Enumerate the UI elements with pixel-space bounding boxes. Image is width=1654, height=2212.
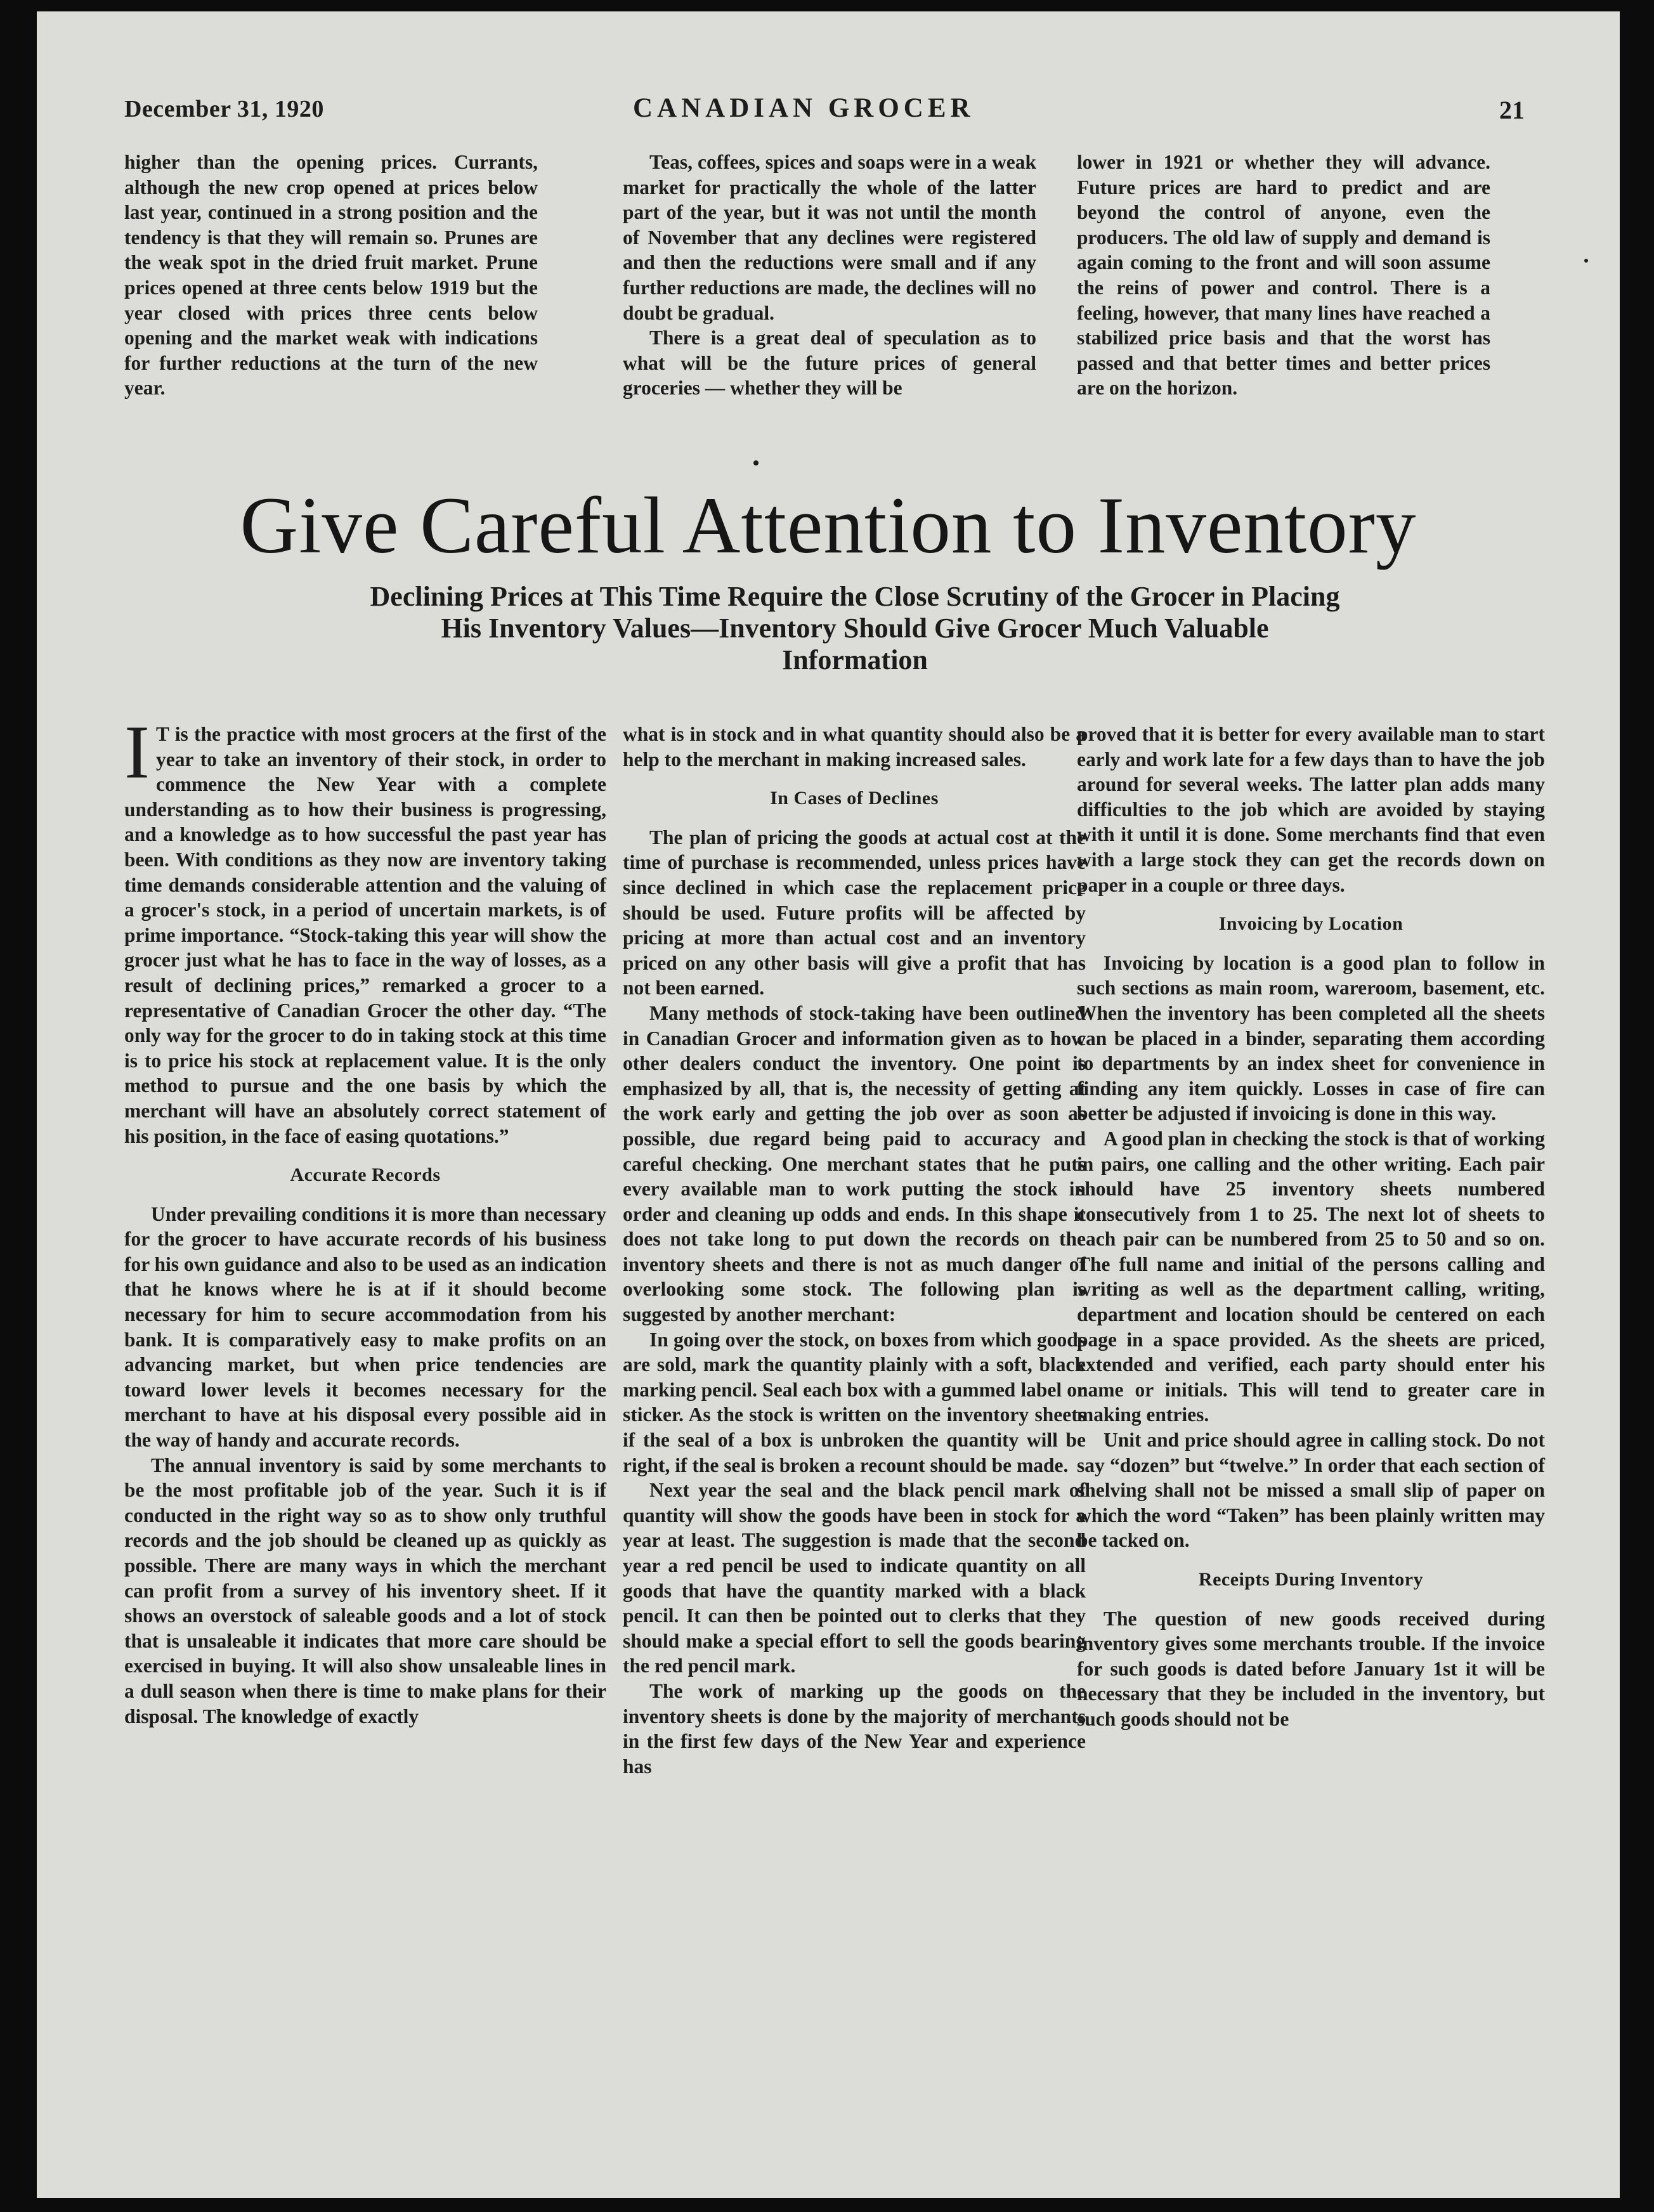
- top-column-1: [124, 150, 538, 401]
- col2-paragraph-6: The work of marking up the goods on the inventory sheets is done by the majority of merchants in the first few days of the New Year and experience has: [623, 1679, 1086, 1778]
- article-column-2: [623, 722, 1086, 1779]
- col3-paragraph-5: The question of new goods received during inventory gives some merchants trouble. If the invoice for such goods is dated before January 1st it will be necessary that they be included in the inventory, but such goods should not be: [1077, 1607, 1545, 1730]
- top-col1-paragraph: higher than the opening prices. Currants, although the new crop opened at prices below last year, continued in a strong position and the tendency is that they will remain so. Prunes are the weak spot in the dried fruit market. Prune prices opened at three cents below 1919 but the year closed with prices three cents below opening and the market weak with indications for further reductions at the turn of the new year.: [124, 151, 538, 400]
- heading-receipts-during-inventory: Receipts During Inventory: [1198, 1569, 1424, 1590]
- article-subheadline: Declining Prices at This Time Require the Close Scrutiny of the Grocer in Placing His Inventory Values—Inventory Should Give Grocer Much Valuable Information: [370, 581, 1340, 675]
- header-date: December 31, 1920: [124, 96, 324, 122]
- col1-paragraph-3: The annual inventory is said by some merchants to be the most profitable job of the year. Such it is if conducted in the right way so as to show only truthful records and the job should be cleaned up as quickly as possible. There are many ways in which the merchant can profit from a survey of his inventory sheet. If it shows an overstock of saleable goods and a lot of stock that is unsaleable it indicates that more care should be exercised in buying. It will also show unsaleable lines in a dull season when there is time to make plans for their disposal. The knowledge of exactly: [124, 1454, 606, 1727]
- col2-paragraph-5: Next year the seal and the black pencil mark of quantity will show the goods have been in stock for a year at least. The suggestion is made that the second year a red pencil be used to indicate quantity on all goods that have the quantity marked with a black pencil. It can then be pointed out to clerks that they should make a special effort to sell the goods bearing the red pencil mark.: [623, 1479, 1086, 1677]
- article-column-1: [124, 710, 606, 1729]
- article-headline: Give Careful Attention to Inventory: [240, 481, 1417, 570]
- header-publication: CANADIAN GROCER: [633, 93, 975, 123]
- col2-paragraph-4: In going over the stock, on boxes from which goods are sold, mark the quantity plainly with a soft, black marking pencil. Seal each box with a gummed label or sticker. As the stock is written on the inventory sheets if the seal of a box is unbroken the quantity will be right, if the seal is broken a recount should be made.: [623, 1328, 1086, 1476]
- heading-in-cases-of-declines: In Cases of Declines: [770, 788, 939, 809]
- col1-paragraph-2: Under prevailing conditions it is more than necessary for the grocer to have accurate records of his business for his own guidance and also to be used as an indication that he knows where he is at if it should become necessary for him to secure accommodation from his bank. It is comparatively easy to make profits on an advancing market, but when price tendencies are toward lower levels it becomes necessary for the merchant to have at his disposal every possible aid in the way of handy and accurate records.: [124, 1202, 606, 1452]
- ink-speck: [753, 460, 759, 465]
- col2-paragraph-1: what is in stock and in what quantity should also be a help to the merchant in making increased sales.: [623, 723, 1086, 771]
- col3-paragraph-1: proved that it is better for every available man to start early and work late for a few days than to have the job around for several weeks. The latter plan adds many difficulties to the job which are avoided by staying with it until it is done. Some merchants find that even with a large stock they can get the records down on paper in a couple or three days.: [1077, 723, 1545, 896]
- top-col2-paragraph-2: There is a great deal of speculation as to what will be the future prices of general groceries — whether they will be: [623, 327, 1036, 400]
- article-column-3: [1077, 722, 1545, 1732]
- newspaper-page: [37, 11, 1620, 2198]
- col1-paragraph-1-text: T is the practice with most grocers at the first of the year to take an inventory of their stock, in order to commence the New Year with a complete understanding as to how their business is progressing, and a knowledge as to how successful the past year has been. With conditions as they now are inventory taking time demands considerable attention and the valuing of a grocer's stock, in a period of uncertain markets, is of prime importance. “Stock-taking this year will show the grocer just what he has to face in the way of losses, as a result of declining prices,” remarked a grocer to a representative of Canadian Grocer the other day. “The only way for the grocer to do in taking stock at this time is to price his stock at replacement value. It is the only method to pursue and the one basis by which the merchant will have an absolutely correct statement of his position, in the face of easing quotations.”: [124, 723, 606, 1147]
- drop-cap: I: [124, 710, 150, 794]
- top-column-2: [623, 150, 1036, 401]
- col3-paragraph-4: Unit and price should agree in calling stock. Do not say “dozen” but “twelve.” In order that each section of shelving shall not be missed a small slip of paper on which the word “Taken” has been plainly written may be tacked on.: [1077, 1429, 1545, 1552]
- heading-accurate-records: Accurate Records: [290, 1164, 441, 1186]
- header-page-number: 21: [1499, 96, 1525, 124]
- top-col3-paragraph: lower in 1921 or whether they will advance. Future prices are hard to predict and are beyond the control of anyone, even the producers. The old law of supply and demand is again coming to the front and will soon assume the reins of power and control. There is a feeling, however, that many lines have reached a stabilized price basis and that the worst has passed and that better times and better prices are on the horizon.: [1077, 151, 1490, 400]
- top-col2-paragraph-1: Teas, coffees, spices and soaps were in a weak market for practically the whole of the latter part of the year, but it was not until the month of November that any declines were registered and then the reductions were small and if any further reductions are made, the declines will no doubt be gradual.: [623, 151, 1036, 324]
- col3-paragraph-2: Invoicing by location is a good plan to follow in such sections as main room, wareroom, basement, etc. When the inventory has been completed all the sheets can be placed in a binder, separating them according to departments by an index sheet for convenience in finding any item quickly. Losses in case of fire can better be adjusted if invoicing is done in this way.: [1077, 951, 1545, 1125]
- top-column-3: [1077, 150, 1490, 401]
- col3-paragraph-3: A good plan in checking the stock is that of working in pairs, one calling and the other writing. Each pair should have 25 inventory sheets numbered consecutively from 1 to 25. The next lot of sheets to each pair can be numbered from 25 to 50 and so on. The full name and initial of the persons calling and writing as well as the department calling, writing, department and location should be centered on each page in a space provided. As the sheets are priced, extended and verified, each party should enter his name or initials. This will tend to greater care in making entries.: [1077, 1127, 1545, 1426]
- col2-paragraph-2: The plan of pricing the goods at actual cost at the time of purchase is recommended, unless prices have since declined in which case the replacement price should be used. Future profits will be affected by pricing at more than actual cost and an inventory priced on any other basis will give a profit that has not been earned.: [623, 826, 1086, 999]
- ink-speck: [1584, 259, 1588, 263]
- col2-paragraph-3: Many methods of stock-taking have been outlined in Canadian Grocer and information given as to how other dealers conduct the inventory. One point is emphasized by all, that is, the necessity of getting at the work early and getting the job over as soon as possible, due regard being paid to accuracy and careful checking. One merchant states that he puts every available man to work putting the stock in order and cleaning up odds and ends. In this shape it does not take long to put down the records on the inventory sheets and there is not as much danger of overlooking some stock. The following plan is suggested by another merchant:: [623, 1001, 1086, 1326]
- col1-paragraph-1: [124, 710, 606, 1148]
- heading-invoicing-by-location: Invoicing by Location: [1218, 913, 1403, 935]
